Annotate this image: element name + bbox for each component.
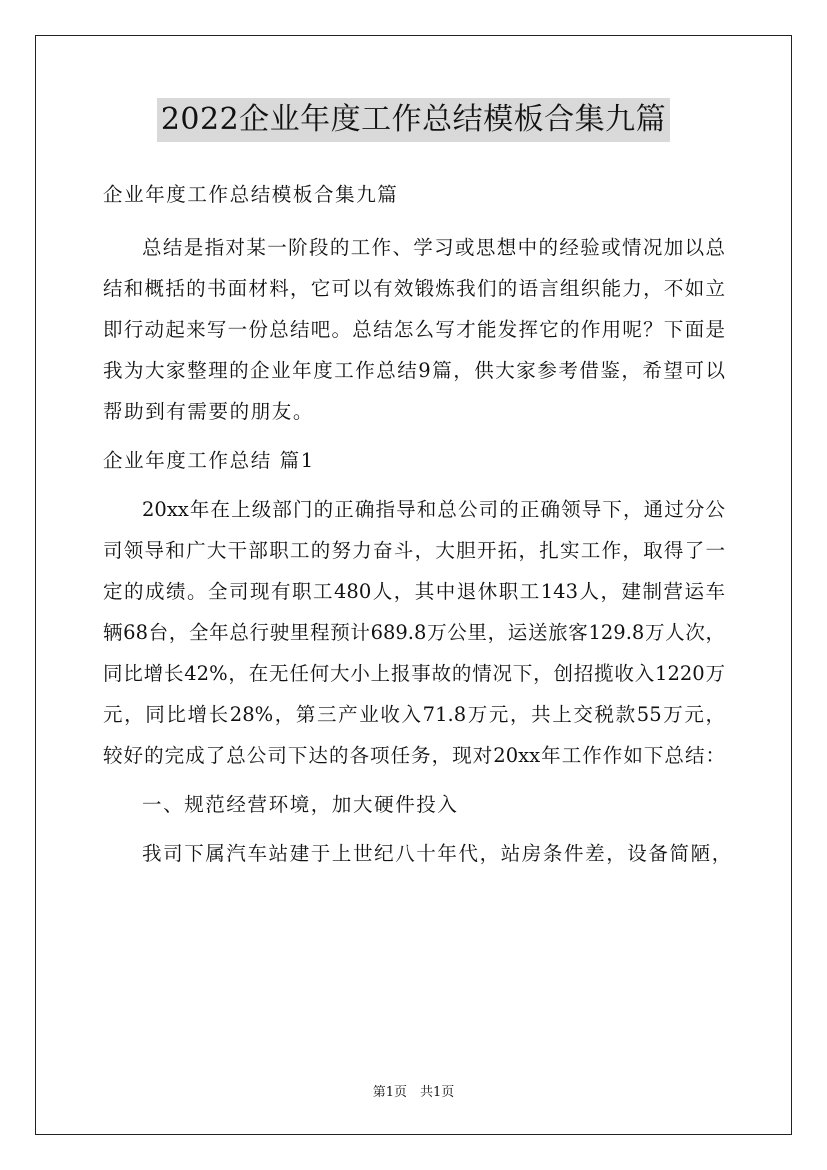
intro-line: 我为大家整理的企业年度工作总结9篇，供大家参考借鉴，希望可以 — [103, 359, 725, 382]
page-footer: 第1页 共1页 — [372, 1085, 455, 1100]
body-line: 元，同比增长28%，第三产业收入71.8万元，共上交税款55万元， — [103, 703, 725, 726]
intro-line: 结和概括的书面材料，它可以有效锻炼我们的语言组织能力，不如立 — [103, 277, 725, 300]
document-body — [103, 174, 733, 874]
sub-heading: 一、规范经营环境，加大硬件投入 — [142, 793, 459, 816]
section-heading: 企业年度工作总结 篇1 — [103, 449, 315, 472]
body-line: 我司下属汽车站建于上世纪八十年代，站房条件差，设备简陋， — [142, 842, 733, 865]
body-line: 同比增长42%，在无任何大小上报事故的情况下，创招揽收入1220万 — [103, 662, 725, 685]
body-line: 20xx年在上级部门的正确指导和总公司的正确领导下，通过分公 — [142, 498, 725, 521]
document-subtitle: 企业年度工作总结模板合集九篇 — [103, 183, 399, 206]
body-line: 司领导和广大干部职工的努力奋斗，大胆开拓，扎实工作，取得了一 — [103, 539, 725, 562]
body-line: 定的成绩。全司现有职工480人，其中退休职工143人，建制营运车 — [103, 580, 725, 603]
body-line: 辆68台，全年总行驶里程预计689.8万公里，运送旅客129.8万人次， — [103, 621, 725, 644]
intro-line: 帮助到有需要的朋友。 — [103, 400, 315, 423]
title-container — [0, 98, 827, 142]
intro-line: 即行动起来写一份总结吧。总结怎么写才能发挥它的作用呢？下面是 — [103, 318, 725, 341]
body-line: 较好的完成了总公司下达的各项任务，现对20xx年工作作如下总结： — [103, 744, 725, 767]
intro-line: 总结是指对某一阶段的工作、学习或思想中的经验或情况加以总 — [142, 236, 725, 259]
document-title: 2022企业年度工作总结模板合集九篇 — [157, 98, 670, 142]
